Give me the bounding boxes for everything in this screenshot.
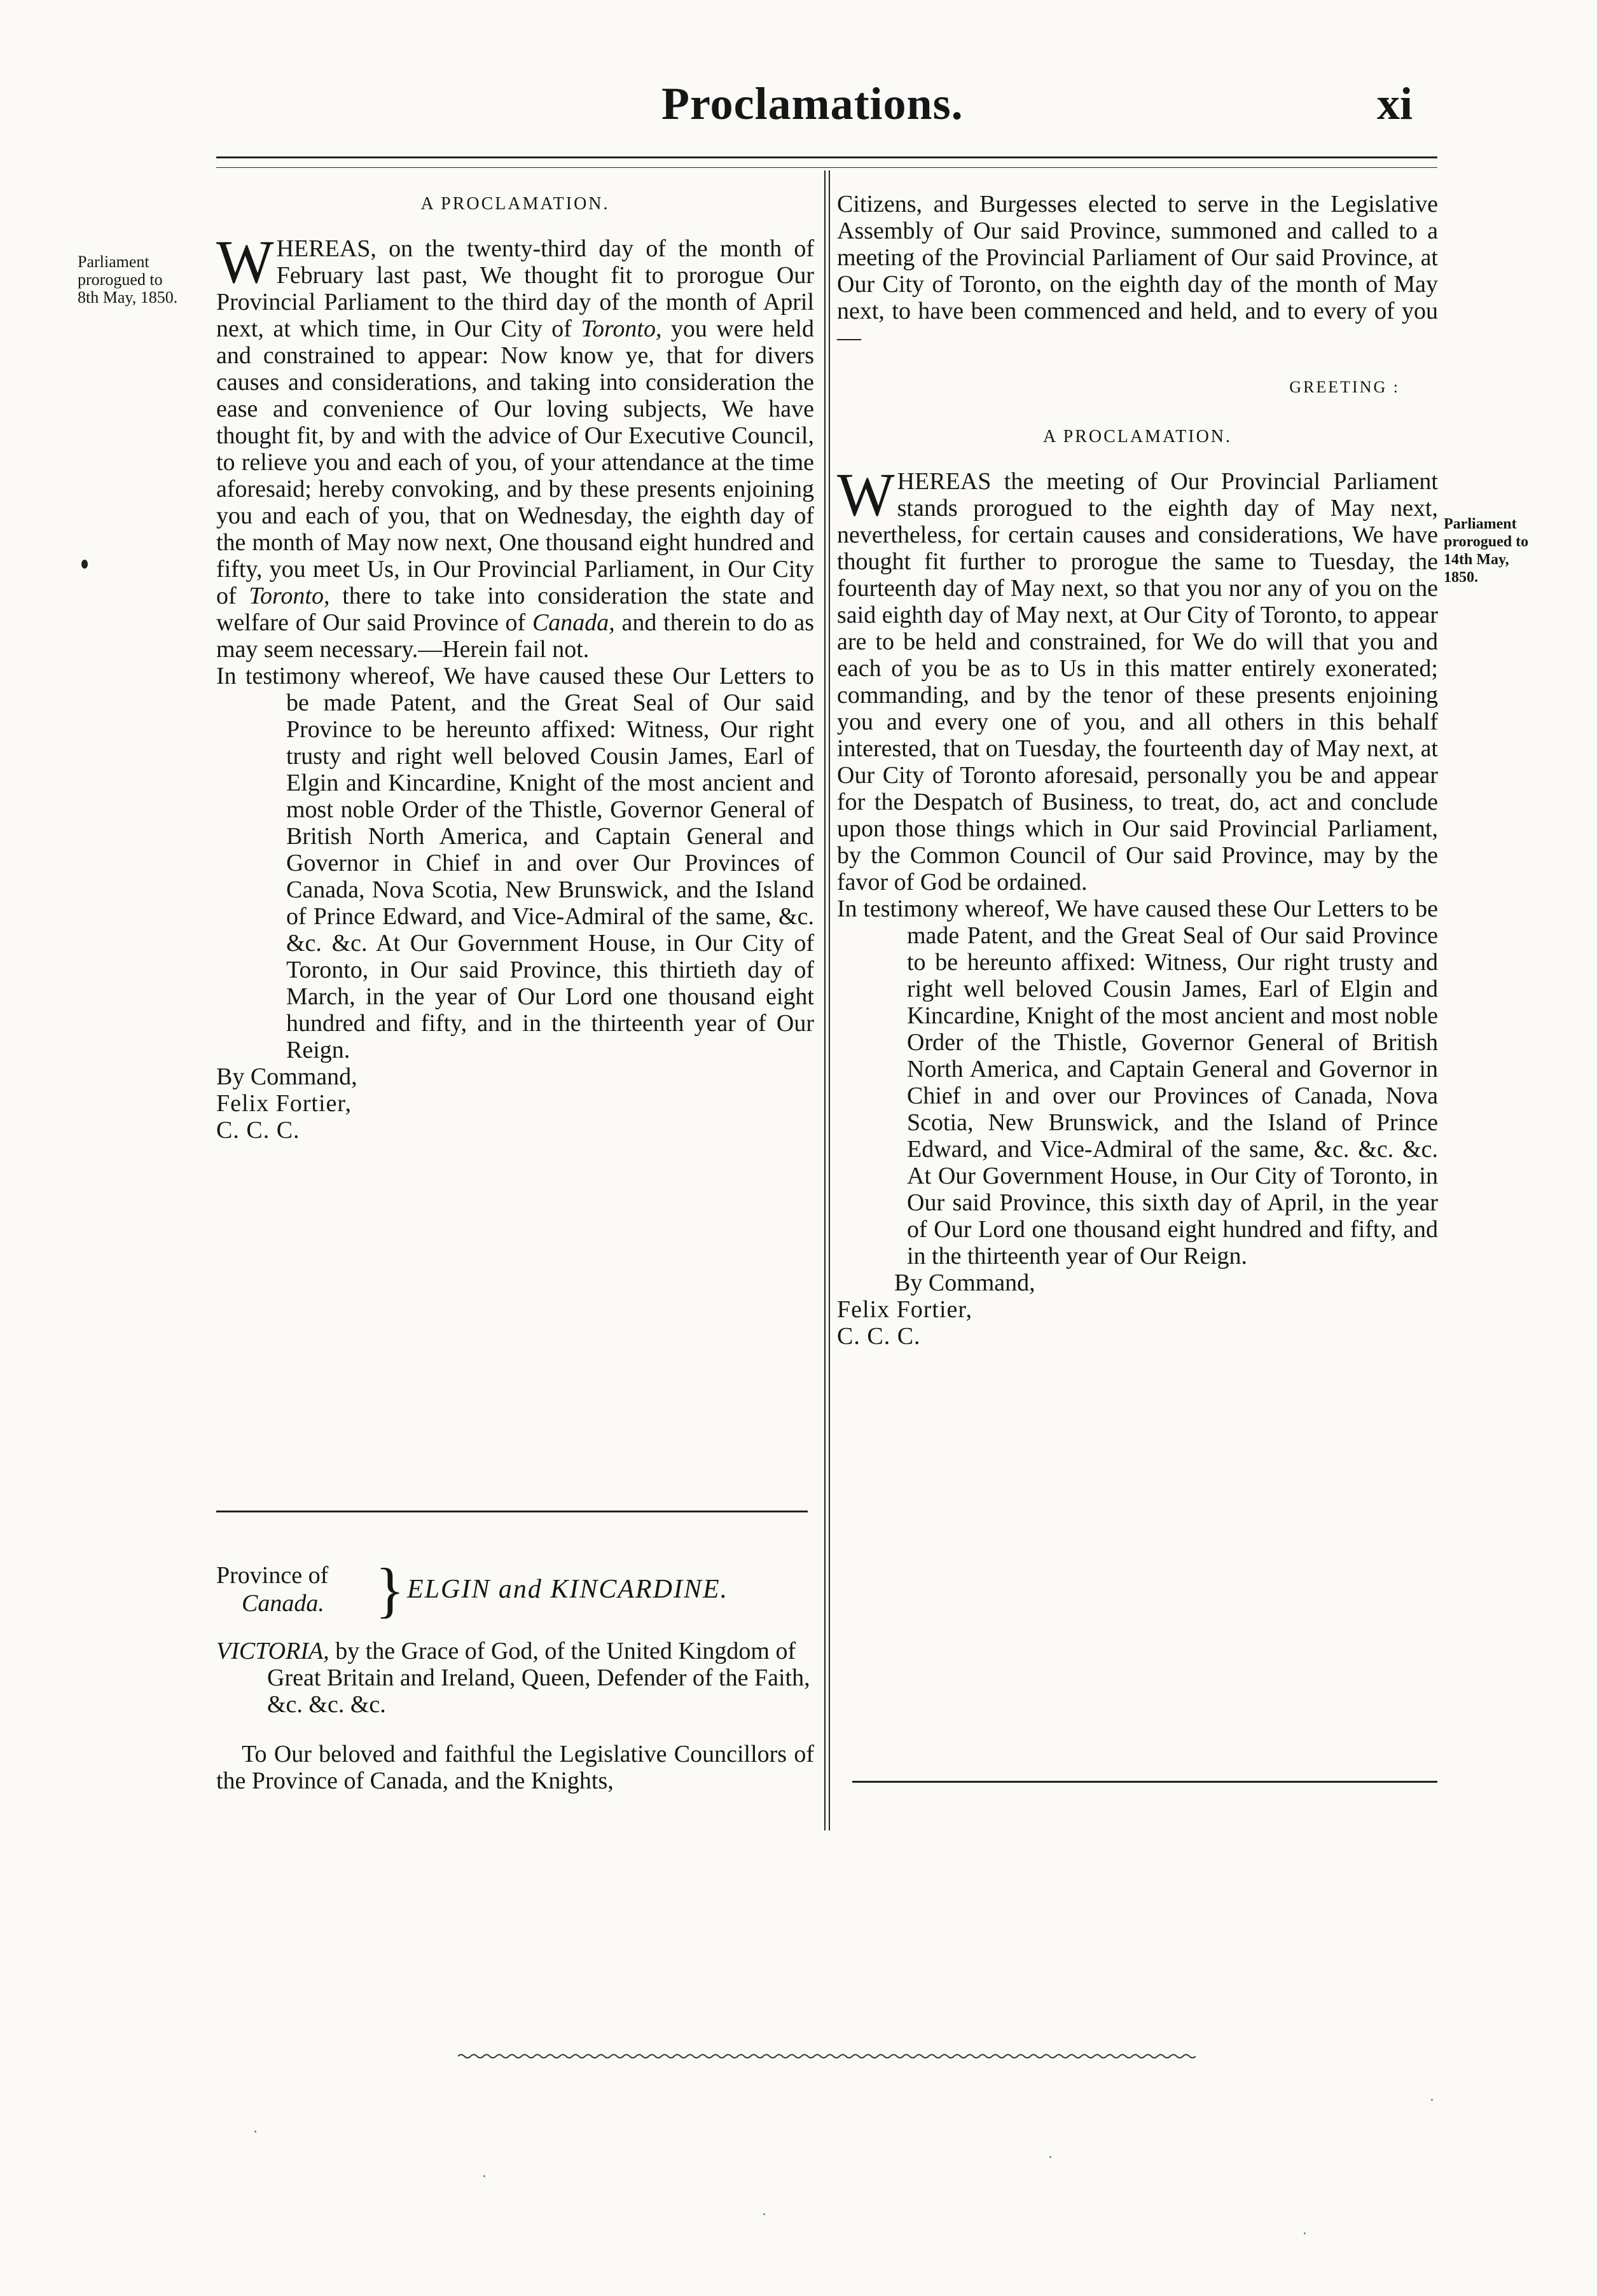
body-text-italic: Canada, <box>532 609 615 636</box>
page-title: Proclamations. <box>661 78 964 129</box>
paper-speck <box>1049 2156 1051 2158</box>
margin-note-line: prorogued to <box>78 270 163 289</box>
signature-title: C. C. C. <box>216 1117 300 1144</box>
paper-speck <box>763 2213 765 2215</box>
proclamation-heading: A PROCLAMATION. <box>420 194 610 214</box>
governor-name: ELGIN and KINCARDINE. <box>407 1575 729 1604</box>
margin-note-line: prorogued to <box>1444 534 1529 550</box>
header-rule <box>216 156 1437 168</box>
signature-title: C. C. C. <box>837 1323 921 1350</box>
royal-style <box>216 1638 814 1794</box>
section-rule <box>852 1781 1437 1783</box>
testimony-paragraph: In testimony whereof, We have caused these Our Letters to be made Patent, and the Great Seal of Our said Province to be hereunto affixed: Witness, Our right trusty and right well beloved Cousin James, Earl of Elgin and Kincardine, Knight of the most ancient and most noble Order of the Thistle, Governor General of British North America, and Captain General and Governor in Chief in and over our Provinces of Canada, Nova Scotia, New Brunswick, and the Island of Prince Edward, and Vice-Admiral of the same, &c. &c. &c. At Our Government House, in Our City of Toronto, in Our said Province, this sixth day of April, in the year of Our Lord one thousand eight hundred and fifty, and in the thirteenth year of Our Reign. <box>837 896 1438 1269</box>
victoria-line <box>216 1638 814 1718</box>
victoria-name: VICTORIA, <box>216 1638 329 1664</box>
body-text-italic: Toronto, <box>249 583 330 609</box>
left-margin-note <box>78 253 177 307</box>
section-rule <box>216 1511 808 1512</box>
signature-name: Felix Fortier, <box>837 1296 973 1323</box>
body-text: you were held and constrained to appear: Now know ye, that for divers causes and considerations, and taking into consideration the ease and convenience of Our loving subjects, We have thought fit, by and with the advice of Our Executive Council, to relieve you and each of you, of your attendance at the time aforesaid; hereby convoking, and by these presents enjoining you and each of you, that on Wednesday, the eighth day of the month of May now next, One thousand eight hundred and fifty, you meet Us, in Our Provincial Parliament, in Our City of <box>216 315 814 609</box>
page-number: xi <box>1377 78 1413 129</box>
body-text-italic: Toronto, <box>581 315 662 342</box>
brace-icon: } <box>375 1556 405 1624</box>
continuation-text: Citizens, and Burgesses elected to serve in the Legislative Assembly of Our said Province, summoned and called to a meeting of the Provincial Parliament of Our said Province, at Our City of Toronto, on the eighth day of the month of May next, to have been commenced and held, and to every of you— <box>837 191 1438 351</box>
body-text: HEREAS, on the twenty-third day of the month of February last past, We thought fit to prorogue Our Provincial Parliament to the third day of the month of April next, at which time, in Our City of <box>216 235 814 342</box>
margin-note-line: 1850. <box>1444 569 1478 586</box>
province-of: Province of <box>216 1562 329 1589</box>
signature-name: Felix Fortier, <box>216 1090 352 1117</box>
paper-speck <box>81 560 88 569</box>
proclamation-body <box>216 228 815 663</box>
address-line: To Our beloved and faithful the Legislative Councillors of the Province of Canada, and the Knights, <box>216 1741 814 1794</box>
greeting: GREETING : <box>1289 378 1400 396</box>
right-margin-note <box>1444 515 1528 586</box>
margin-note-line: 14th May, <box>1444 551 1509 568</box>
paper-speck <box>254 2131 256 2133</box>
province-canada: Canada. <box>242 1590 324 1617</box>
drop-cap: W <box>216 228 274 296</box>
proclamation-body <box>837 460 1438 896</box>
column-divider <box>824 170 830 1830</box>
paper-speck <box>1304 2232 1306 2234</box>
body-text: and therein to do as may seem necessary.—Herein fail not. <box>216 609 814 663</box>
testimony-paragraph: In testimony whereof, We have caused these Our Letters to be made Patent, and the Great Seal of Our said Province to be hereunto affixed: Witness, Our right trusty and right well beloved Cousin James, Earl of Elgin and Kincardine, Knight of the most ancient and most noble Order of the Thistle, Governor General of British North America, and Captain General and Governor in Chief in and over Our Provinces of Canada, Nova Scotia, New Brunswick, and the Island of Prince Edward, and Vice-Admiral of the same, &c. &c. &c. At Our Government House, in Our City of Toronto, in Our said Province, this thirtieth day of March, in the year of Our Lord one thousand eight hundred and fifty, and in the thirteenth year of Our Reign. <box>216 663 814 1063</box>
paper-speck <box>1431 2099 1433 2101</box>
margin-note-line: Parliament <box>78 252 149 271</box>
victoria-rest: by the Grace of God, of the United Kingdom of Great Britain and Ireland, Queen, Defender of the Faith, &c. &c. &c. <box>267 1638 810 1718</box>
body-text: there to take into consideration the state and welfare of Our said Province of <box>216 583 815 636</box>
by-command: By Command, <box>894 1269 1035 1296</box>
by-command: By Command, <box>216 1063 357 1090</box>
paper-speck <box>483 2175 485 2177</box>
margin-note-line: Parliament <box>1444 516 1517 532</box>
drop-cap: W <box>837 460 895 529</box>
ornamental-rule <box>458 2053 1196 2059</box>
proclamation-heading: A PROCLAMATION. <box>1042 427 1233 446</box>
right-column <box>837 191 1438 1350</box>
body-text: HEREAS the meeting of Our Provincial Parliament stands prorogued to the eighth day of May next, nevertheless, for certain causes and considerations, We have thought fit further to prorogue the same to Tuesday, the fourteenth day of May next, so that you nor any of you on the said eighth day of May next, at Our City of Toronto, to appear are to be held and constrained, for We do will that you and each of you be as to Us in this matter entirely exonerated; commanding, and by the tenor of these presents enjoining you and every one of you, and all others in this behalf interested, that on Tuesday, the fourteenth day of May next, at Our City of Toronto aforesaid, personally you be and appear for the Despatch of Business, to treat, do, act and conclude upon those things which in Our said Provincial Parliament, by the Common Council of Our said Province, may by the favor of God be ordained. <box>837 468 1438 896</box>
left-column <box>216 191 814 1144</box>
margin-note-line: 8th May, 1850. <box>78 288 178 307</box>
